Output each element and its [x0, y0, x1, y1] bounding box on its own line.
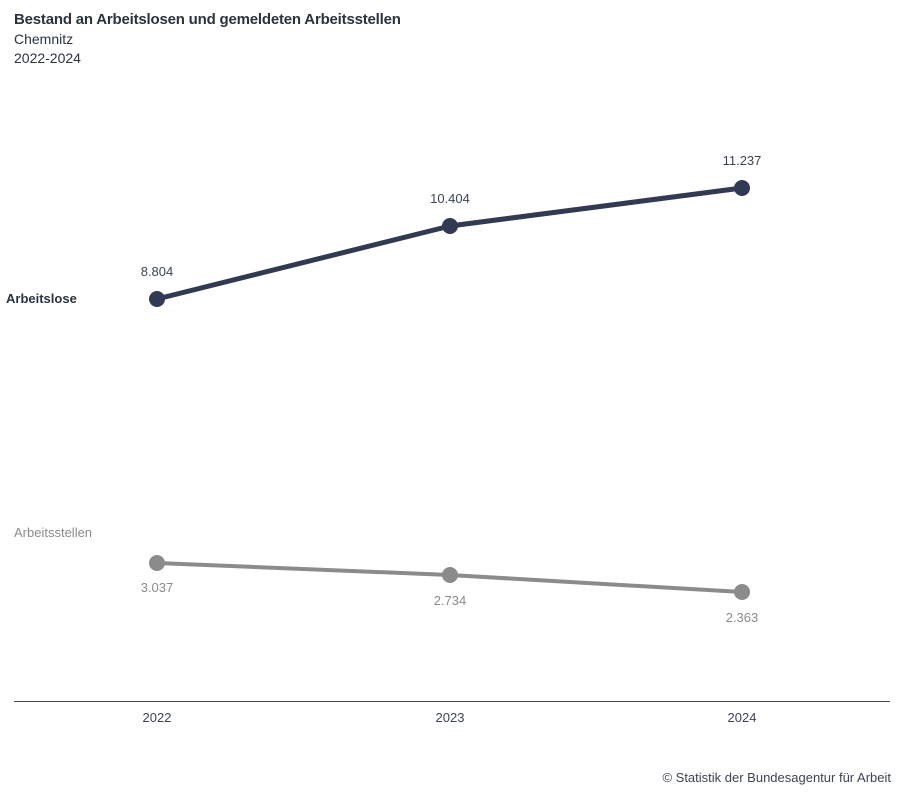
data-point-arbeitsstellen-2024 [734, 584, 750, 600]
data-label-arbeitslose-2024: 11.237 [722, 153, 762, 168]
data-point-arbeitslose-2022 [149, 291, 165, 307]
data-point-arbeitslose-2023 [442, 218, 458, 234]
chart-subtitle: Chemnitz [14, 31, 74, 47]
x-axis-line [14, 701, 890, 702]
data-label-arbeitsstellen-2023: 2.734 [433, 593, 467, 608]
x-tick-2022: 2022 [142, 710, 172, 725]
data-point-arbeitslose-2024 [734, 180, 750, 196]
data-label-arbeitsstellen-2022: 3.037 [140, 580, 174, 595]
series-label-arbeitslose: Arbeitslose [6, 291, 77, 306]
data-point-arbeitsstellen-2022 [149, 555, 165, 571]
chart-period: 2022-2024 [14, 50, 81, 66]
x-tick-2023: 2023 [435, 710, 465, 725]
data-label-arbeitslose-2023: 10.404 [430, 191, 470, 206]
page-title: Bestand an Arbeitslosen und gemeldeten Arbeitsstellen [14, 11, 401, 28]
data-label-arbeitsstellen-2024: 2.363 [725, 610, 759, 625]
x-tick-2024: 2024 [727, 710, 757, 725]
data-label-arbeitslose-2022: 8.804 [140, 264, 174, 279]
data-point-arbeitsstellen-2023 [442, 567, 458, 583]
series-label-arbeitsstellen: Arbeitsstellen [14, 525, 93, 540]
copyright-note: © Statistik der Bundesagentur für Arbeit [662, 770, 891, 785]
